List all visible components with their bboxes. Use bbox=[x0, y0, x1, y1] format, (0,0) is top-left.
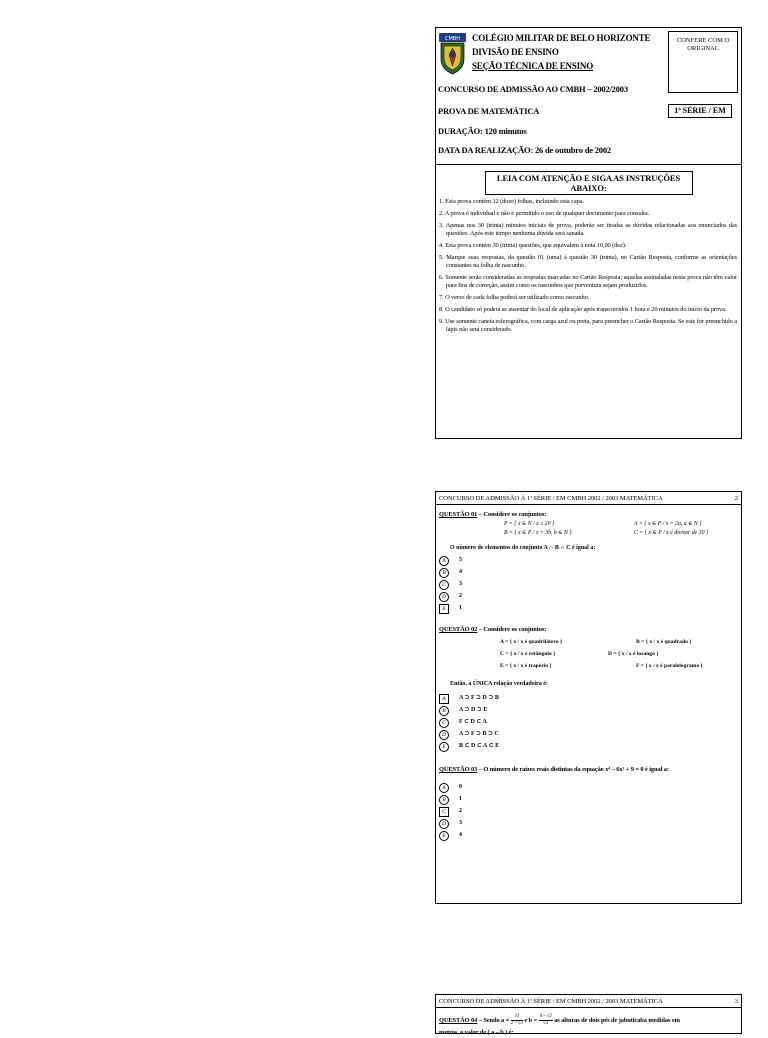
question-text-b: e b = bbox=[522, 1016, 539, 1024]
instruction-item: 2. A prova é individual e não é permitido o uso de qualquer documento para consulta. bbox=[439, 210, 650, 217]
option-text: 0 bbox=[459, 784, 462, 790]
school-name: COLÉGIO MILITAR DE BELO HORIZONTE bbox=[472, 33, 651, 43]
option-text: 1 bbox=[459, 796, 462, 802]
set-c: C = { x / x é retângulo } bbox=[500, 651, 556, 657]
fraction-a bbox=[511, 1014, 523, 1027]
running-header bbox=[436, 995, 741, 1008]
crest-label: CMBH bbox=[445, 35, 460, 42]
date-value: : 26 de outubro de 2002 bbox=[530, 145, 611, 155]
fraction-a-numerator: √3 bbox=[511, 1014, 523, 1021]
duration-label: DURAÇÃO bbox=[438, 126, 481, 136]
option-letter: C bbox=[439, 807, 449, 817]
question-label: QUESTÃO 02 bbox=[439, 626, 478, 633]
option[interactable] bbox=[439, 556, 741, 568]
question-text: – Considere os conjuntos: bbox=[477, 511, 547, 518]
instructions-list bbox=[436, 198, 741, 334]
option-letter: D bbox=[439, 592, 449, 602]
exam-page-3 bbox=[435, 994, 742, 1034]
option-text: 2 bbox=[459, 808, 462, 814]
option-text: B ⊂ D ⊂ A ⊂ E bbox=[459, 743, 500, 749]
option-letter: A bbox=[439, 556, 449, 566]
question-text-a: – Sendo a = bbox=[477, 1016, 511, 1024]
question-text-c: as alturas de dois pés de jabuticaba medidas em bbox=[552, 1016, 680, 1024]
question-03-title bbox=[439, 766, 738, 773]
instruction-item: 8. O candidato só poderá se ausentar do local de aplicação após transcorridos 1 hora e 20 minutos do início da prova. bbox=[439, 306, 727, 313]
running-header-text: CONCURSO DE ADMISSÃO À 1ª SÉRIE / EM CMBH 2002 / 2003 MATEMÁTICA bbox=[439, 998, 663, 1005]
option-text: A ⊃ F ⊃ B ⊃ C bbox=[459, 731, 499, 737]
instruction-item: 5. Marque suas respostas, da questão 01 (uma) à questão 30 (trinta), no Cartão Resposta, conforme as orientações constantes na folha de rascunho. bbox=[439, 254, 737, 269]
cover-header bbox=[436, 28, 741, 165]
option-letter: E bbox=[439, 742, 449, 752]
question-02-title bbox=[439, 626, 738, 633]
option-letter: A bbox=[439, 783, 449, 793]
page-number: 2 bbox=[734, 495, 738, 502]
fraction-b-numerator: 4 – √3 bbox=[539, 1014, 552, 1019]
division-name: DIVISÃO DE ENSINO bbox=[472, 47, 559, 57]
set-p: P = { x ∈ N / x ≤ 20 } bbox=[504, 521, 555, 527]
option[interactable] bbox=[439, 718, 741, 730]
question-text: – Considere os conjuntos: bbox=[477, 626, 547, 633]
set-f: F = { x / x é paralelogramo } bbox=[636, 663, 703, 669]
option[interactable] bbox=[439, 604, 741, 616]
question-02-sets bbox=[436, 635, 741, 675]
running-header-text: CONCURSO DE ADMISSÃO À 1ª SÉRIE / EM CMBH 2002 / 2003 MATEMÁTICA bbox=[439, 495, 663, 502]
confere-box bbox=[668, 31, 738, 93]
section-name: SEÇÃO TÉCNICA DE ENSINO bbox=[472, 61, 594, 71]
question-01-title bbox=[439, 511, 738, 518]
set-b: B = { x / x é quadrado } bbox=[636, 639, 692, 645]
option[interactable] bbox=[439, 831, 741, 843]
question-label: QUESTÃO 04 bbox=[439, 1016, 478, 1024]
question-01-options bbox=[439, 556, 741, 616]
option-text: A ⊃ D ⊃ E bbox=[459, 707, 488, 713]
question-02-prompt: Então, a ÚNICA relação verdadeira é: bbox=[450, 681, 548, 687]
option-letter: E bbox=[439, 831, 449, 841]
fraction-a-denominator: 2 – √3 bbox=[510, 1021, 523, 1026]
option-text: 5 bbox=[459, 557, 462, 563]
instruction-item: 6. Somente serão consideradas as respostas marcadas no Cartão Resposta; aquelas assinaladas nesta prova não têm valor para fins de correção, assim como os rascunhos que porventura sejam produzidos. bbox=[439, 274, 737, 289]
instruction-item: 4. Esta prova contém 30 (trinta) questões, que equivalem à nota 10,00 (dez). bbox=[439, 242, 627, 249]
question-02-options bbox=[439, 694, 741, 754]
question-03-options bbox=[439, 783, 741, 843]
option[interactable] bbox=[439, 807, 741, 819]
date-label: DATA DA REALIZAÇÃO bbox=[438, 145, 531, 155]
option-letter: C bbox=[439, 580, 449, 590]
confere-text: CONFERE COM O ORIGINAL bbox=[676, 37, 730, 52]
instructions-title: LEIA COM ATENÇÃO E SIGA AS INSTRUÇÕES ABAIXO: bbox=[485, 171, 693, 195]
option[interactable] bbox=[439, 783, 741, 795]
option-text: 1 bbox=[459, 605, 462, 611]
question-04 bbox=[439, 1014, 738, 1038]
option[interactable] bbox=[439, 592, 741, 604]
option-letter: B bbox=[439, 706, 449, 716]
fraction-b bbox=[539, 1014, 553, 1027]
set-b: B = { x ∈ P / x = 3b, b ∈ N } bbox=[504, 530, 572, 536]
question-01-prompt: O número de elementos do conjunto A ∩ B ∩ C é igual a: bbox=[450, 545, 596, 551]
option[interactable] bbox=[439, 742, 741, 754]
set-a: A = { x ∈ P / x = 2a, a ∈ N } bbox=[634, 521, 702, 527]
set-d: D = { x / x é losango } bbox=[608, 651, 659, 657]
option-text: 4 bbox=[459, 569, 462, 575]
running-header bbox=[436, 492, 741, 505]
question-label: QUESTÃO 03 bbox=[439, 766, 478, 773]
option-text: 3 bbox=[459, 581, 462, 587]
question-01-sets bbox=[436, 520, 741, 542]
option[interactable] bbox=[439, 795, 741, 807]
option[interactable] bbox=[439, 694, 741, 706]
option-letter: D bbox=[439, 730, 449, 740]
option-letter: B bbox=[439, 568, 449, 578]
instruction-item: 3. Apenas nos 30 (trinta) minutos iniciais de prova, poderão ser tiradas as dúvidas relacionadas aos enunciados das questões. Após este tempo nenhuma dúvida será sanada. bbox=[439, 222, 737, 237]
fraction-b-denominator: √3 bbox=[543, 1021, 549, 1026]
set-a: A = { x / x é quadrilátero } bbox=[500, 639, 563, 645]
option[interactable] bbox=[439, 568, 741, 580]
question-text: – O número de raízes reais distintas da equação x⁴ – 6x² + 9 = 0 é igual a: bbox=[477, 766, 669, 773]
cover-page bbox=[435, 27, 742, 439]
option-text: 2 bbox=[459, 593, 462, 599]
question-label: QUESTÃO 01 bbox=[439, 511, 478, 518]
option-text: 4 bbox=[459, 832, 462, 838]
school-crest-icon bbox=[439, 33, 466, 75]
grade-box: 1ª SÉRIE / EM bbox=[668, 104, 732, 118]
exam-page-2 bbox=[435, 491, 742, 904]
option-text: A ⊃ F ⊃ D ⊃ B bbox=[459, 695, 499, 701]
option[interactable] bbox=[439, 580, 741, 592]
instruction-item: 7. O verso de cada folha poderá ser utilizado como rascunho. bbox=[439, 294, 590, 301]
option-letter: A bbox=[439, 694, 449, 704]
option[interactable] bbox=[439, 730, 741, 742]
instruction-item: 9. Use somente caneta esferográfica, com carga azul ou preta, para preencher o Cartão Resposta. Se este for preenchido a lápis não será considerado. bbox=[439, 318, 737, 333]
contest-title: CONCURSO DE ADMISSÃO AO CMBH – 2002/2003 bbox=[438, 84, 628, 94]
option[interactable] bbox=[439, 706, 741, 718]
option-text: 3 bbox=[459, 820, 462, 826]
date-line bbox=[438, 145, 611, 155]
duration-value: : 120 minutos bbox=[480, 126, 527, 136]
set-c: C = { x ∈ P / x é divisor de 30 } bbox=[634, 530, 709, 536]
option-text: F ⊂ D ⊂ A bbox=[459, 719, 487, 725]
option-letter: E bbox=[439, 604, 449, 614]
option-letter: D bbox=[439, 819, 449, 829]
question-text-d: metros, o valor de ( a – b ) é: bbox=[439, 1029, 514, 1036]
duration-line bbox=[438, 126, 527, 136]
set-e: E = { x / x é trapézio } bbox=[500, 663, 552, 669]
option-letter: B bbox=[439, 795, 449, 805]
instruction-item: 1. Esta prova contém 12 (doze) folhas, incluindo esta capa. bbox=[439, 198, 584, 205]
option[interactable] bbox=[439, 819, 741, 831]
option-letter: C bbox=[439, 718, 449, 728]
exam-title: PROVA DE MATEMÁTICA bbox=[438, 106, 540, 116]
page-number: 3 bbox=[734, 998, 738, 1005]
